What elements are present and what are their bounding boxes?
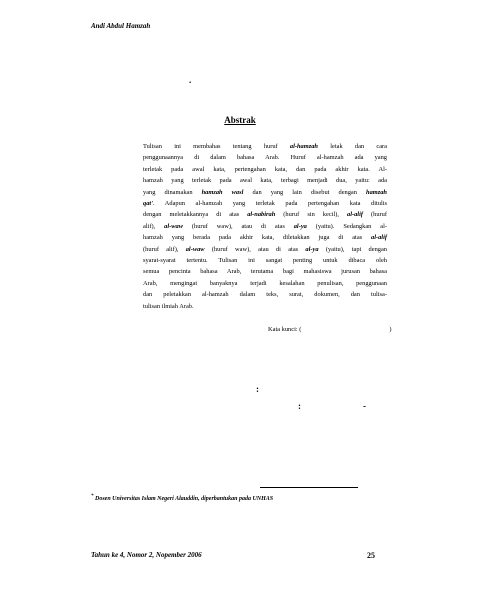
abstract-term: hamzah wasl (201, 188, 244, 196)
abstract-text: letak dan cara (317, 143, 387, 150)
abstract-text: alif), (143, 222, 165, 230)
abstract-text: dengan meletakkannya di atas (143, 211, 248, 219)
abstract-line (143, 301, 387, 312)
running-header-author: Andi Abdul Hamzah (91, 22, 151, 30)
abstract-line (143, 164, 387, 175)
abstract-text: terletak pada awal kata, pertengahan kata, dan pada akhir kata. Al- (143, 165, 387, 173)
abstract-term: al-ya (305, 245, 319, 253)
keywords-close: ) (389, 326, 392, 333)
abstract-text: (huruf waw), atau di atas (204, 245, 306, 253)
abstract-term: al-nabirah (247, 211, 276, 219)
abstract-line (143, 221, 387, 232)
stray-mark-colon: : (256, 384, 259, 394)
abstract-line (143, 289, 387, 300)
abstract-text: Tulisan ini membahas tentang huruf (143, 143, 290, 150)
abstract-line (143, 244, 387, 255)
abstract-text: . Adapun al-hamzah yang terletak pada pertengahan kata ditulis (152, 200, 387, 208)
abstract-line (143, 255, 387, 266)
stray-mark-dash: - (363, 401, 366, 411)
abstract-text: penggunaannya di dalam bahasa Arab. Huruf al-hamzah ada yang (143, 154, 387, 162)
abstract-term: al-alif (371, 234, 387, 242)
abstract-text: dan peletakkan al-hamzah dalam teks, surat, dokumen, dan tulisa- (143, 291, 387, 299)
abstract-line (143, 278, 387, 289)
stray-mark-colon: : (298, 401, 301, 411)
keywords-label: Kata kunci: ( (268, 326, 302, 333)
abstract-term: al-hamzah (289, 143, 318, 150)
footnote (91, 494, 273, 502)
page-number: 25 (367, 551, 375, 560)
abstract-line (143, 209, 387, 220)
abstract-line (143, 266, 387, 277)
abstract-text: (yaitu). Sedangkan al- (306, 222, 387, 230)
abstract-text: tulisan ilmiah Arab. (143, 302, 194, 310)
abstract-text: (huruf alif), (143, 245, 186, 253)
abstract-text: semua pencinta bahasa Arab, terutama bagi mahasiswa jurusan bahasa (143, 268, 387, 276)
abstract-line (143, 141, 387, 152)
footer-issue-info: Tahun ke 4, Nomor 2, Nopember 2006 (91, 551, 202, 559)
keywords-line (268, 326, 392, 333)
abstract-text: hamzah yang terletak pada awal kata, terbagi menjadi dua, yaitu: ada (143, 177, 387, 185)
abstract-line (143, 232, 387, 243)
abstract-line (143, 187, 387, 198)
abstract-term: al-ya (293, 222, 307, 230)
abstract-term: al-waw (185, 245, 205, 253)
abstract-text: (huruf sin kecil), (275, 211, 347, 219)
abstract-text: syarat-syarat tertentu. Tulisan ini sangat penting untuk dibaca oleh (143, 257, 387, 265)
abstract-line (143, 175, 387, 186)
footnote-separator-rule (260, 487, 358, 488)
abstract-line (143, 198, 387, 209)
abstract-term: hamzah (366, 188, 387, 196)
abstract-line (143, 152, 387, 163)
abstract-term: qat' (143, 200, 153, 208)
abstract-title: Abstrak (224, 115, 256, 125)
abstract-text: (huruf (362, 211, 387, 219)
abstract-term: al-alif (347, 211, 363, 219)
abstract-text: hamzah yang berada pada akhir kata, diletakkan juga di atas (143, 234, 372, 242)
stray-mark-dot: . (189, 75, 192, 85)
abstract-body (143, 141, 387, 312)
abstract-term: al-waw (164, 222, 183, 230)
footnote-marker: * (91, 494, 94, 499)
abstract-text: yang dinamakan (143, 188, 202, 196)
abstract-text: Arab, mengingat banyaknya terjadi kesalahan penulisan, penggunaan (143, 279, 387, 287)
abstract-text: (yaitu), tapi dengan (318, 245, 387, 253)
footnote-text: Dosen Universitas Islam Negeri Alauddin, diperbantukan pada UNHAS (95, 496, 274, 502)
abstract-text: (huruf waw), atau di atas (182, 222, 294, 230)
abstract-text: dan yang lain disebut dengan (243, 188, 367, 196)
